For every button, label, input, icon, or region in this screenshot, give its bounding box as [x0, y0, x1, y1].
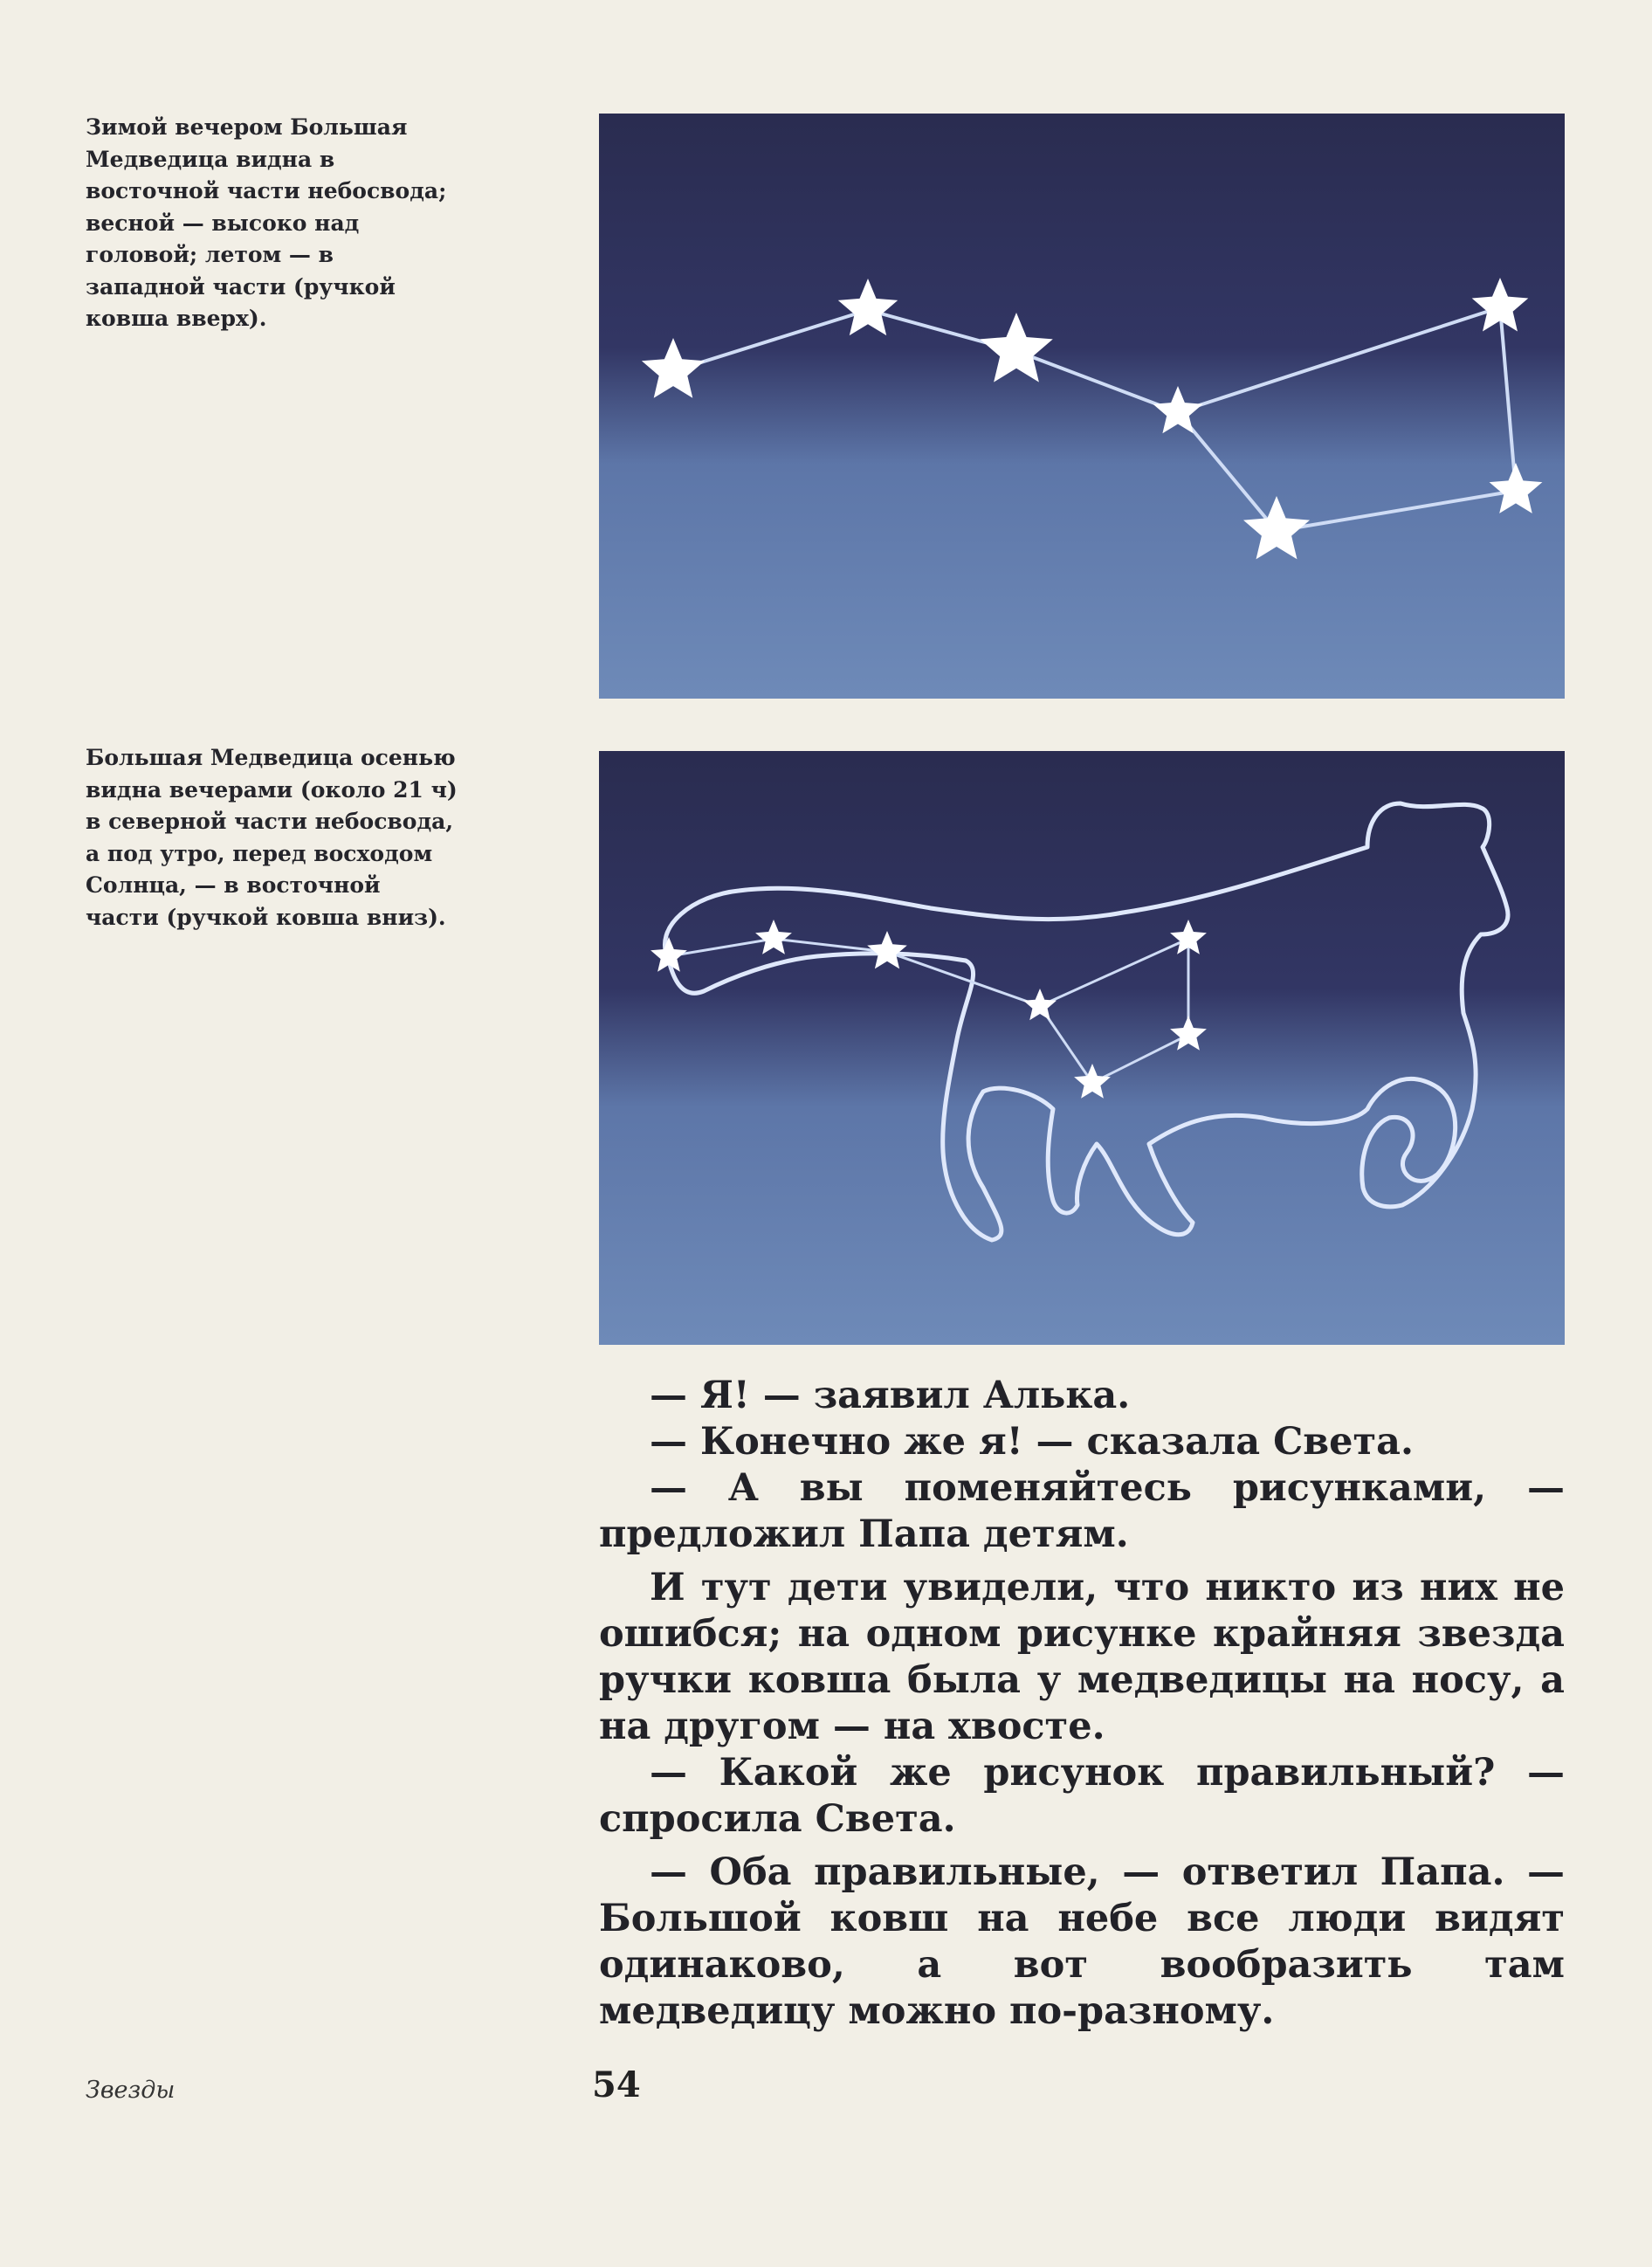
star-icon	[1074, 1064, 1111, 1099]
paragraph: — Оба правильные, — ответил Папа. — Большой ковш на небе все люди видят одинаково, а вот вообразить там медведицу можно по-разному.	[599, 1850, 1565, 2033]
star-icon	[1170, 1016, 1207, 1051]
star-icon	[867, 931, 907, 968]
paragraph: И тут дети увидели, что никто из них не ошибся; на одном рисунке крайняя звезда ручки ковша была у медведицы на носу, а на другом — на хвосте.	[599, 1566, 1565, 1748]
star-icon	[642, 338, 705, 398]
star-icon	[980, 313, 1053, 382]
star-icon	[755, 920, 792, 954]
star-icon	[1023, 989, 1057, 1020]
dipper-stars	[642, 278, 1543, 559]
star-icon	[838, 279, 898, 335]
story-text	[599, 1373, 1565, 2035]
big-dipper-illustration	[599, 114, 1565, 699]
paragraph: — Я! — заявил Алька.	[650, 1374, 1131, 1417]
dipper-lines	[673, 307, 1516, 531]
paragraph: — А вы поменяйтесь рисунками, — предложил Папа детям.	[599, 1466, 1565, 1556]
star-icon	[1153, 386, 1203, 433]
star-icon	[1490, 463, 1543, 513]
caption-autumn: Большая Медведица осенью видна вечерами (около 21 ч) в северной части небосвода, а под утро, перед восходом Солнца, — в восточной части (ручкой ковша вниз).	[86, 745, 458, 930]
big-dipper-drawing	[599, 114, 1565, 699]
great-bear-illustration	[599, 751, 1565, 1345]
section-title: Звезды	[86, 2077, 176, 2104]
bear-outline	[664, 803, 1507, 1240]
caption-winter-spring-summer: Зимой вечером Большая Медведица видна в восточной части небосвода; весной — высоко над головой; летом — в западной части (ручкой ковша вверх).	[86, 114, 447, 331]
paragraph: — Конечно же я! — сказала Света.	[650, 1420, 1415, 1464]
great-bear-drawing	[599, 751, 1565, 1345]
bear-dipper-lines	[669, 939, 1188, 1083]
page-number: 54	[592, 2064, 641, 2105]
paragraph: — Какой же рисунок правильный? — спросила Света.	[599, 1751, 1565, 1841]
